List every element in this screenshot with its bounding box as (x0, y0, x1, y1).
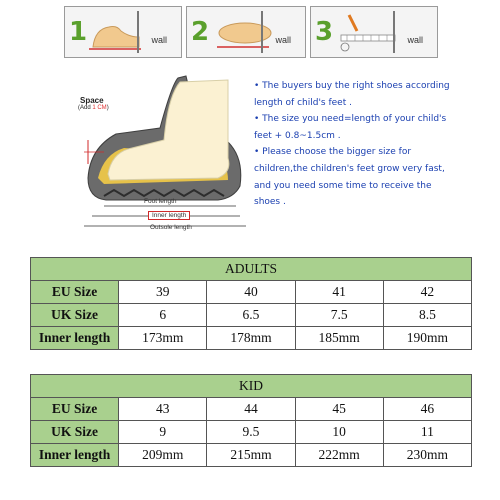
adults-size-table (30, 257, 472, 350)
table-caption: ADULTS (31, 258, 472, 281)
step-2-panel (186, 6, 306, 58)
table-cell: 44 (207, 398, 295, 421)
kid-size-table (30, 374, 472, 467)
table-row (31, 304, 472, 327)
table-cell: 9.5 (207, 421, 295, 444)
table-caption: KID (31, 375, 472, 398)
table-cell: 42 (383, 281, 471, 304)
step-1-panel (64, 6, 182, 58)
shoe-size-diagram (68, 68, 448, 248)
table-cell: 230mm (383, 444, 471, 467)
table-cell: 185mm (295, 327, 383, 350)
table-row (31, 421, 472, 444)
wall-line (137, 11, 139, 53)
table-cell: 222mm (295, 444, 383, 467)
table-cell: 9 (119, 421, 207, 444)
ruler-illustration (311, 7, 438, 58)
step-number: 3 (315, 17, 334, 47)
table-cell: 190mm (383, 327, 471, 350)
wall-line (393, 11, 395, 53)
step-number: 2 (191, 17, 210, 47)
table-cell: 178mm (207, 327, 295, 350)
space-label: Space (80, 96, 104, 105)
table-row (31, 327, 472, 350)
table-cell: 46 (383, 398, 471, 421)
foot-top-illustration (187, 7, 306, 58)
step-number: 1 (69, 17, 88, 47)
table-row (31, 398, 472, 421)
wall-line (261, 11, 263, 53)
inner-length-label: Inner length (148, 211, 190, 220)
outsole-length-label: Outsole length (150, 224, 192, 231)
table-cell: 6.5 (207, 304, 295, 327)
note-item: • Please choose the bigger size for children,the children's feet grow very fast, and you need some time to receive the shoes . (254, 147, 445, 208)
table-cell: 43 (119, 398, 207, 421)
row-label: Inner length (31, 327, 119, 350)
note-item: • The buyers buy the right shoes according length of child's feet . (254, 81, 450, 108)
table-caption-row (31, 375, 472, 398)
row-label: Inner length (31, 444, 119, 467)
row-label: EU Size (31, 281, 119, 304)
table-row (31, 444, 472, 467)
table-cell: 10 (295, 421, 383, 444)
note-item: • The size you need=length of your child's feet + 0.8~1.5cm . (254, 114, 447, 141)
table-cell: 45 (295, 398, 383, 421)
wall-label: wall (275, 35, 291, 45)
table-cell: 40 (207, 281, 295, 304)
row-label: UK Size (31, 421, 119, 444)
foot-length-label: Foot length (144, 198, 177, 205)
table-cell: 11 (383, 421, 471, 444)
table-row (31, 281, 472, 304)
table-cell: 41 (295, 281, 383, 304)
buying-notes (254, 78, 450, 211)
step-3-panel (310, 6, 438, 58)
table-caption-row (31, 258, 472, 281)
table-cell: 8.5 (383, 304, 471, 327)
space-add-label: (Add 1 CM) (78, 105, 109, 111)
table-cell: 39 (119, 281, 207, 304)
table-cell: 209mm (119, 444, 207, 467)
table-cell: 215mm (207, 444, 295, 467)
wall-label: wall (407, 35, 423, 45)
foot-side-illustration (65, 7, 182, 58)
table-cell: 173mm (119, 327, 207, 350)
shoe-cross-section (68, 68, 254, 248)
wall-label: wall (151, 35, 167, 45)
table-cell: 7.5 (295, 304, 383, 327)
table-cell: 6 (119, 304, 207, 327)
row-label: UK Size (31, 304, 119, 327)
row-label: EU Size (31, 398, 119, 421)
